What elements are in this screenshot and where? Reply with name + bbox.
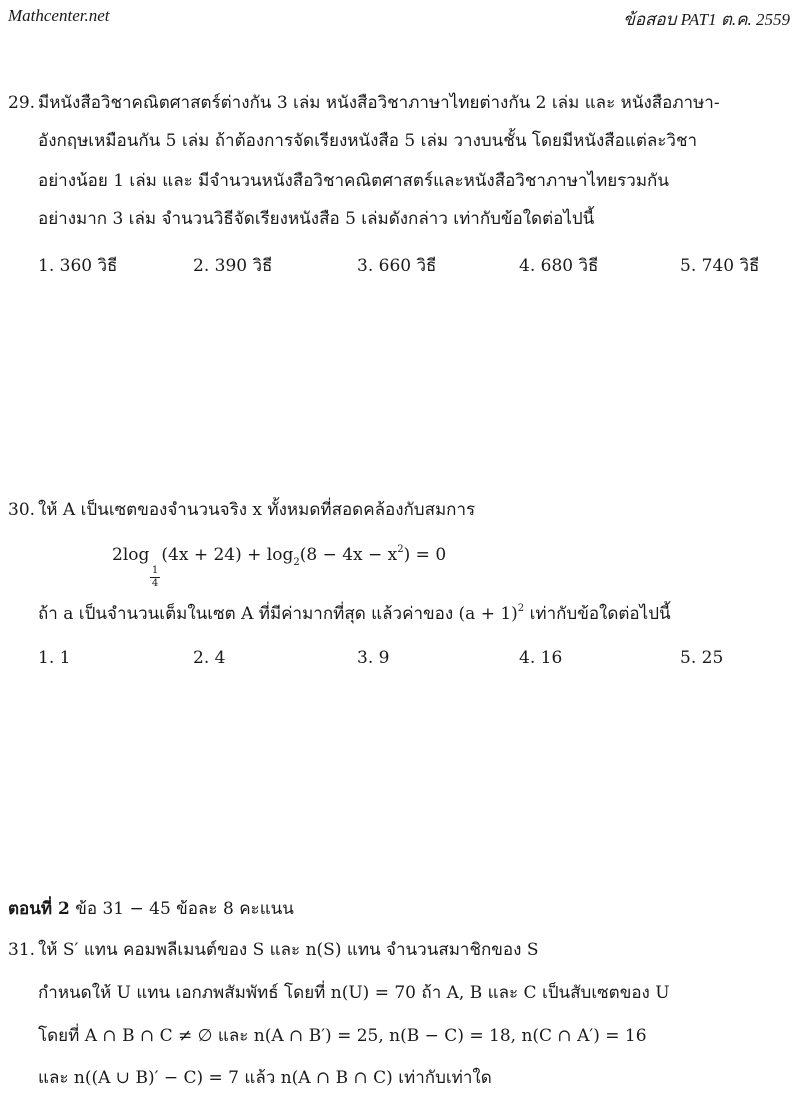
question-29-line-1: มีหนังสือวิชาคณิตศาสตร์ต่างกัน 3 เล่ม หนังสือวิชาภาษาไทยต่างกัน 2 เล่ม และ หนังสือภาษา- [38,93,720,113]
question-30-line-2 [38,603,671,624]
question-31-line-2: กำหนดให้ U แทน เอกภพสัมพัทธ์ โดยที่ n(U) = 70 ถ้า A, B และ C เป็นสับเซตของ U [38,983,670,1003]
header-exam-title: ข้อสอบ PAT1 ต.ค. 2559 [623,10,790,29]
question-30-choice-5: 5. 25 [680,648,724,668]
question-29-choice-4: 4. 680 วิธี [519,256,599,276]
question-29-number: 29. [8,93,36,113]
equation-log-base-2: 2 [293,557,300,568]
part-2-title: ตอนที่ 2 [8,899,70,919]
question-30-choice-1: 1. 1 [38,648,71,668]
equation-part-3: ) = 0 [403,545,447,565]
equation-log-base-fraction [150,566,160,589]
question-29-line-2: อังกฤษเหมือนกัน 5 เล่ม ถ้าต้องการจัดเรียงหนังสือ 5 เล่ม วางบนชั้น โดยมีหนังสือแต่ละวิชา [38,131,698,151]
equation-part-1: (4x + 24) + log [161,545,294,565]
question-30-line-1: ให้ A เป็นเซตของจำนวนจริง x ทั้งหมดที่สอดคล้องกับสมการ [38,500,476,520]
question-31-line-3: โดยที่ A ∩ B ∩ C ≠ ∅ และ n(A ∩ B′) = 25, n(B − C) = 18, n(C ∩ A′) = 16 [38,1026,647,1046]
question-30-choice-2: 2. 4 [193,648,226,668]
equation-part-2: (8 − 4x − x [299,545,398,565]
question-30-equation [112,544,447,568]
question-30-line-2-exponent: 2 [517,603,525,614]
question-30-choice-4: 4. 16 [519,648,563,668]
question-29-choice-2: 2. 390 วิธี [193,256,273,276]
part-2-subtitle: ข้อ 31 − 45 ข้อละ 8 คะแนน [69,899,294,919]
fraction-denominator: 4 [151,578,159,589]
question-29-choice-3: 3. 660 วิธี [357,256,437,276]
header-site-name: Mathcenter.net [8,6,110,25]
equation-log-1: 2log [112,545,150,565]
question-29-choice-1: 1. 360 วิธี [38,256,118,276]
question-29-line-3: อย่างน้อย 1 เล่ม และ มีจำนวนหนังสือวิชาคณิตศาสตร์และหนังสือวิชาภาษาไทยรวมกัน [38,171,669,191]
question-31-number: 31. [8,940,36,960]
question-30-number: 30. [8,500,36,520]
question-30-line-2-tail: เท่ากับข้อใดต่อไปนี้ [524,604,671,624]
question-30-choice-3: 3. 9 [357,648,390,668]
equation-exponent: 2 [397,544,404,555]
question-30-line-2-text: ถ้า a เป็นจำนวนเต็มในเซต A ที่มีค่ามากที่สุด แล้วค่าของ (a + 1) [38,604,518,624]
question-31-line-1: ให้ S′ แทน คอมพลีเมนต์ของ S และ n(S) แทน จำนวนสมาชิกของ S [38,940,539,960]
question-31-line-4: และ n((A ∪ B)′ − C) = 7 แล้ว n(A ∩ B ∩ C) เท่ากับเท่าใด [38,1068,492,1088]
fraction-numerator: 1 [151,565,159,576]
part-2-heading [8,901,294,918]
question-29-line-4: อย่างมาก 3 เล่ม จำนวนวิธีจัดเรียงหนังสือ 5 เล่มดังกล่าว เท่ากับข้อใดต่อไปนี้ [38,209,595,229]
question-29-choice-5: 5. 740 วิธี [680,256,760,276]
